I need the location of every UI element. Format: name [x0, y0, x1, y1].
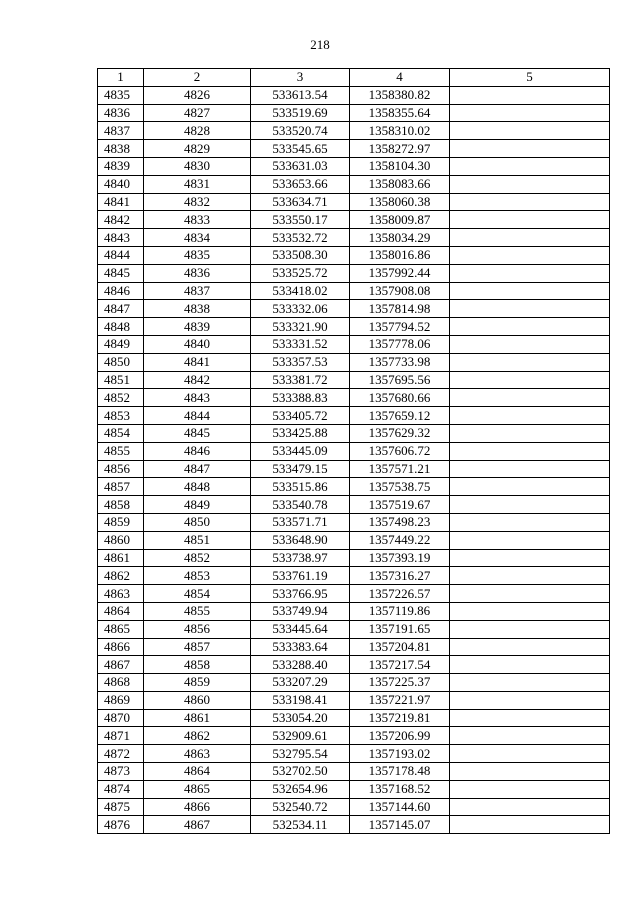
table-row — [98, 816, 610, 834]
table-cell-col-5 — [450, 745, 610, 763]
table-body — [98, 86, 610, 833]
table-cell-col-4: 1357193.02 — [350, 745, 450, 763]
table-cell-col-5 — [450, 300, 610, 318]
table-cell-col-1: 4869 — [98, 691, 144, 709]
table-cell-col-4: 1358272.97 — [350, 140, 450, 158]
table-cell-col-1: 4851 — [98, 371, 144, 389]
table-cell-col-4: 1357538.75 — [350, 478, 450, 496]
table-cell-col-1: 4866 — [98, 638, 144, 656]
table-cell-col-1: 4852 — [98, 389, 144, 407]
table-cell-col-3: 533425.88 — [251, 424, 350, 442]
table-cell-col-2: 4857 — [144, 638, 251, 656]
table-cell-col-4: 1357204.81 — [350, 638, 450, 656]
table-cell-col-1: 4870 — [98, 709, 144, 727]
table-cell-col-4: 1357226.57 — [350, 585, 450, 603]
table-cell-col-5 — [450, 407, 610, 425]
table-row — [98, 780, 610, 798]
table-cell-col-2: 4844 — [144, 407, 251, 425]
table-row — [98, 549, 610, 567]
table-cell-col-5 — [450, 193, 610, 211]
table-cell-col-4: 1358355.64 — [350, 104, 450, 122]
column-header-3: 3 — [251, 69, 350, 87]
table-cell-col-2: 4843 — [144, 389, 251, 407]
table-cell-col-3: 533288.40 — [251, 656, 350, 674]
table-cell-col-4: 1357778.06 — [350, 335, 450, 353]
table-cell-col-4: 1357449.22 — [350, 531, 450, 549]
table-cell-col-2: 4845 — [144, 424, 251, 442]
table-cell-col-5 — [450, 691, 610, 709]
table-cell-col-3: 533207.29 — [251, 674, 350, 692]
table-cell-col-4: 1357168.52 — [350, 780, 450, 798]
table-cell-col-2: 4858 — [144, 656, 251, 674]
table-row — [98, 246, 610, 264]
table-cell-col-3: 533520.74 — [251, 122, 350, 140]
table-cell-col-4: 1357992.44 — [350, 264, 450, 282]
coordinates-table — [97, 68, 610, 834]
table-cell-col-3: 533550.17 — [251, 211, 350, 229]
table-row — [98, 86, 610, 104]
column-header-1: 1 — [98, 69, 144, 87]
table-cell-col-3: 533515.86 — [251, 478, 350, 496]
table-cell-col-4: 1357221.97 — [350, 691, 450, 709]
table-cell-col-2: 4855 — [144, 602, 251, 620]
page-number: 218 — [310, 37, 330, 52]
table-cell-col-2: 4828 — [144, 122, 251, 140]
table-cell-col-2: 4826 — [144, 86, 251, 104]
table-cell-col-4: 1357733.98 — [350, 353, 450, 371]
table-cell-col-3: 533332.06 — [251, 300, 350, 318]
table-cell-col-1: 4867 — [98, 656, 144, 674]
table-cell-col-4: 1358034.29 — [350, 229, 450, 247]
table-row — [98, 264, 610, 282]
table-cell-col-2: 4847 — [144, 460, 251, 478]
table-cell-col-4: 1357695.56 — [350, 371, 450, 389]
table-row — [98, 496, 610, 514]
table-cell-col-3: 532795.54 — [251, 745, 350, 763]
table-cell-col-2: 4863 — [144, 745, 251, 763]
table-cell-col-5 — [450, 335, 610, 353]
table-cell-col-5 — [450, 780, 610, 798]
table-cell-col-2: 4840 — [144, 335, 251, 353]
table-cell-col-5 — [450, 674, 610, 692]
table-cell-col-5 — [450, 353, 610, 371]
table-cell-col-1: 4840 — [98, 175, 144, 193]
table-cell-col-1: 4838 — [98, 140, 144, 158]
table-cell-col-3: 533405.72 — [251, 407, 350, 425]
table-cell-col-5 — [450, 122, 610, 140]
table-cell-col-5 — [450, 389, 610, 407]
table-cell-col-1: 4864 — [98, 602, 144, 620]
table-cell-col-4: 1358310.02 — [350, 122, 450, 140]
table-cell-col-3: 533766.95 — [251, 585, 350, 603]
table-cell-col-3: 533519.69 — [251, 104, 350, 122]
table-cell-col-1: 4863 — [98, 585, 144, 603]
table-cell-col-5 — [450, 371, 610, 389]
table-row — [98, 335, 610, 353]
table-cell-col-4: 1358083.66 — [350, 175, 450, 193]
table-cell-col-3: 533479.15 — [251, 460, 350, 478]
table-cell-col-3: 533383.64 — [251, 638, 350, 656]
table-row — [98, 104, 610, 122]
table-cell-col-5 — [450, 246, 610, 264]
table-cell-col-4: 1357680.66 — [350, 389, 450, 407]
table-cell-col-1: 4841 — [98, 193, 144, 211]
table-cell-col-5 — [450, 442, 610, 460]
table-cell-col-3: 533418.02 — [251, 282, 350, 300]
table-cell-col-5 — [450, 656, 610, 674]
table-cell-col-1: 4842 — [98, 211, 144, 229]
table-row — [98, 371, 610, 389]
table-cell-col-5 — [450, 585, 610, 603]
table-cell-col-2: 4851 — [144, 531, 251, 549]
table-cell-col-4: 1357393.19 — [350, 549, 450, 567]
table-cell-col-5 — [450, 157, 610, 175]
table-cell-col-2: 4852 — [144, 549, 251, 567]
table-cell-col-5 — [450, 229, 610, 247]
table-cell-col-2: 4860 — [144, 691, 251, 709]
table-cell-col-1: 4853 — [98, 407, 144, 425]
table-cell-col-4: 1358016.86 — [350, 246, 450, 264]
table-cell-col-3: 533545.65 — [251, 140, 350, 158]
table-cell-col-5 — [450, 264, 610, 282]
table-row — [98, 602, 610, 620]
table-cell-col-4: 1357606.72 — [350, 442, 450, 460]
table-cell-col-1: 4856 — [98, 460, 144, 478]
table-row — [98, 745, 610, 763]
table-cell-col-1: 4873 — [98, 763, 144, 781]
table-cell-col-4: 1357144.60 — [350, 798, 450, 816]
table-cell-col-2: 4866 — [144, 798, 251, 816]
table-cell-col-2: 4865 — [144, 780, 251, 798]
table-cell-col-2: 4846 — [144, 442, 251, 460]
table-cell-col-4: 1357178.48 — [350, 763, 450, 781]
table-cell-col-5 — [450, 140, 610, 158]
table-cell-col-2: 4836 — [144, 264, 251, 282]
table-cell-col-4: 1357659.12 — [350, 407, 450, 425]
table-cell-col-4: 1357794.52 — [350, 318, 450, 336]
table-cell-col-5 — [450, 282, 610, 300]
table-cell-col-2: 4837 — [144, 282, 251, 300]
table-cell-col-1: 4836 — [98, 104, 144, 122]
table-row — [98, 691, 610, 709]
table-cell-col-1: 4861 — [98, 549, 144, 567]
table-cell-col-4: 1357316.27 — [350, 567, 450, 585]
table-row — [98, 211, 610, 229]
table-row — [98, 175, 610, 193]
table-cell-col-1: 4848 — [98, 318, 144, 336]
table-row — [98, 282, 610, 300]
table-cell-col-3: 533738.97 — [251, 549, 350, 567]
table-row — [98, 229, 610, 247]
table-cell-col-2: 4835 — [144, 246, 251, 264]
table-cell-col-5 — [450, 211, 610, 229]
table-cell-col-2: 4848 — [144, 478, 251, 496]
table-cell-col-3: 532534.11 — [251, 816, 350, 834]
column-header-2: 2 — [144, 69, 251, 87]
table-cell-col-1: 4858 — [98, 496, 144, 514]
table-cell-col-3: 533381.72 — [251, 371, 350, 389]
table-cell-col-4: 1357498.23 — [350, 513, 450, 531]
table-row — [98, 513, 610, 531]
table-row — [98, 193, 610, 211]
table-cell-col-4: 1358009.87 — [350, 211, 450, 229]
table-cell-col-2: 4854 — [144, 585, 251, 603]
table-cell-col-2: 4831 — [144, 175, 251, 193]
table-cell-col-4: 1357206.99 — [350, 727, 450, 745]
table-cell-col-5 — [450, 816, 610, 834]
table-cell-col-1: 4860 — [98, 531, 144, 549]
table-cell-col-2: 4830 — [144, 157, 251, 175]
table-cell-col-1: 4850 — [98, 353, 144, 371]
table-cell-col-1: 4862 — [98, 567, 144, 585]
table-row — [98, 763, 610, 781]
table-cell-col-5 — [450, 424, 610, 442]
column-header-4: 4 — [350, 69, 450, 87]
table-row — [98, 798, 610, 816]
table-cell-col-4: 1358060.38 — [350, 193, 450, 211]
table-row — [98, 620, 610, 638]
table-row — [98, 353, 610, 371]
table-header-row — [98, 69, 610, 87]
table-cell-col-3: 533525.72 — [251, 264, 350, 282]
table-cell-col-2: 4832 — [144, 193, 251, 211]
table-cell-col-1: 4839 — [98, 157, 144, 175]
table-cell-col-3: 533631.03 — [251, 157, 350, 175]
table-cell-col-1: 4876 — [98, 816, 144, 834]
table-cell-col-5 — [450, 763, 610, 781]
table-cell-col-1: 4855 — [98, 442, 144, 460]
table-cell-col-2: 4839 — [144, 318, 251, 336]
table-cell-col-2: 4834 — [144, 229, 251, 247]
table-cell-col-3: 533749.94 — [251, 602, 350, 620]
table-row — [98, 318, 610, 336]
table-cell-col-2: 4833 — [144, 211, 251, 229]
table-cell-col-5 — [450, 549, 610, 567]
table-cell-col-1: 4843 — [98, 229, 144, 247]
table-cell-col-4: 1357571.21 — [350, 460, 450, 478]
table-row — [98, 140, 610, 158]
table-cell-col-5 — [450, 86, 610, 104]
table-cell-col-3: 533540.78 — [251, 496, 350, 514]
table-cell-col-5 — [450, 460, 610, 478]
table-cell-col-3: 533321.90 — [251, 318, 350, 336]
table-cell-col-3: 532909.61 — [251, 727, 350, 745]
table-cell-col-4: 1357217.54 — [350, 656, 450, 674]
table-cell-col-2: 4853 — [144, 567, 251, 585]
table-row — [98, 585, 610, 603]
table-cell-col-3: 533198.41 — [251, 691, 350, 709]
table-cell-col-2: 4842 — [144, 371, 251, 389]
table-cell-col-2: 4850 — [144, 513, 251, 531]
table-row — [98, 709, 610, 727]
column-header-5: 5 — [450, 69, 610, 87]
table-cell-col-5 — [450, 620, 610, 638]
table-cell-col-3: 532540.72 — [251, 798, 350, 816]
table-cell-col-2: 4849 — [144, 496, 251, 514]
table-cell-col-1: 4871 — [98, 727, 144, 745]
table-cell-col-5 — [450, 104, 610, 122]
table-row — [98, 389, 610, 407]
table-row — [98, 567, 610, 585]
table-cell-col-4: 1357119.86 — [350, 602, 450, 620]
table-cell-col-3: 533445.09 — [251, 442, 350, 460]
table-cell-col-1: 4868 — [98, 674, 144, 692]
table-cell-col-1: 4845 — [98, 264, 144, 282]
table-cell-col-2: 4838 — [144, 300, 251, 318]
table-cell-col-4: 1357519.67 — [350, 496, 450, 514]
table-cell-col-4: 1357191.65 — [350, 620, 450, 638]
table-cell-col-4: 1357814.98 — [350, 300, 450, 318]
table-cell-col-4: 1358380.82 — [350, 86, 450, 104]
table-cell-col-1: 4844 — [98, 246, 144, 264]
table-cell-col-2: 4862 — [144, 727, 251, 745]
table-cell-col-2: 4856 — [144, 620, 251, 638]
table-cell-col-1: 4865 — [98, 620, 144, 638]
table-cell-col-3: 533357.53 — [251, 353, 350, 371]
table-cell-col-4: 1357629.32 — [350, 424, 450, 442]
table-row — [98, 300, 610, 318]
table-cell-col-3: 533445.64 — [251, 620, 350, 638]
table-cell-col-5 — [450, 567, 610, 585]
table-row — [98, 674, 610, 692]
table-cell-col-3: 533054.20 — [251, 709, 350, 727]
table-cell-col-5 — [450, 175, 610, 193]
table-row — [98, 407, 610, 425]
table-cell-col-3: 533761.19 — [251, 567, 350, 585]
table-cell-col-1: 4874 — [98, 780, 144, 798]
table-cell-col-4: 1357908.08 — [350, 282, 450, 300]
table-cell-col-3: 533634.71 — [251, 193, 350, 211]
table-cell-col-2: 4867 — [144, 816, 251, 834]
table-row — [98, 478, 610, 496]
table-row — [98, 638, 610, 656]
table-cell-col-5 — [450, 478, 610, 496]
table-row — [98, 424, 610, 442]
table-cell-col-2: 4841 — [144, 353, 251, 371]
table-cell-col-1: 4854 — [98, 424, 144, 442]
table-cell-col-2: 4829 — [144, 140, 251, 158]
table-cell-col-1: 4847 — [98, 300, 144, 318]
table-cell-col-5 — [450, 709, 610, 727]
table-row — [98, 442, 610, 460]
table-cell-col-3: 533331.52 — [251, 335, 350, 353]
table-cell-col-3: 532654.96 — [251, 780, 350, 798]
table-row — [98, 460, 610, 478]
table-cell-col-5 — [450, 318, 610, 336]
table-cell-col-3: 533532.72 — [251, 229, 350, 247]
table-cell-col-1: 4857 — [98, 478, 144, 496]
table-row — [98, 727, 610, 745]
table-cell-col-1: 4859 — [98, 513, 144, 531]
table-row — [98, 122, 610, 140]
table-cell-col-5 — [450, 727, 610, 745]
table-cell-col-3: 533388.83 — [251, 389, 350, 407]
table-cell-col-1: 4849 — [98, 335, 144, 353]
table-row — [98, 157, 610, 175]
table-cell-col-4: 1358104.30 — [350, 157, 450, 175]
table-cell-col-1: 4837 — [98, 122, 144, 140]
table-cell-col-5 — [450, 602, 610, 620]
table-cell-col-2: 4859 — [144, 674, 251, 692]
table-cell-col-2: 4827 — [144, 104, 251, 122]
table-cell-col-1: 4872 — [98, 745, 144, 763]
table-cell-col-5 — [450, 798, 610, 816]
table-cell-col-3: 532702.50 — [251, 763, 350, 781]
table-cell-col-1: 4846 — [98, 282, 144, 300]
table-cell-col-5 — [450, 496, 610, 514]
table-cell-col-5 — [450, 531, 610, 549]
table-row — [98, 656, 610, 674]
table-row — [98, 531, 610, 549]
table-cell-col-5 — [450, 513, 610, 531]
table-cell-col-2: 4864 — [144, 763, 251, 781]
table-cell-col-3: 533613.54 — [251, 86, 350, 104]
table-cell-col-3: 533508.30 — [251, 246, 350, 264]
table-cell-col-2: 4861 — [144, 709, 251, 727]
table-cell-col-3: 533571.71 — [251, 513, 350, 531]
table-cell-col-3: 533653.66 — [251, 175, 350, 193]
table-cell-col-1: 4835 — [98, 86, 144, 104]
table-cell-col-3: 533648.90 — [251, 531, 350, 549]
table-cell-col-4: 1357145.07 — [350, 816, 450, 834]
table-cell-col-4: 1357225.37 — [350, 674, 450, 692]
table-cell-col-1: 4875 — [98, 798, 144, 816]
table-cell-col-5 — [450, 638, 610, 656]
table-cell-col-4: 1357219.81 — [350, 709, 450, 727]
